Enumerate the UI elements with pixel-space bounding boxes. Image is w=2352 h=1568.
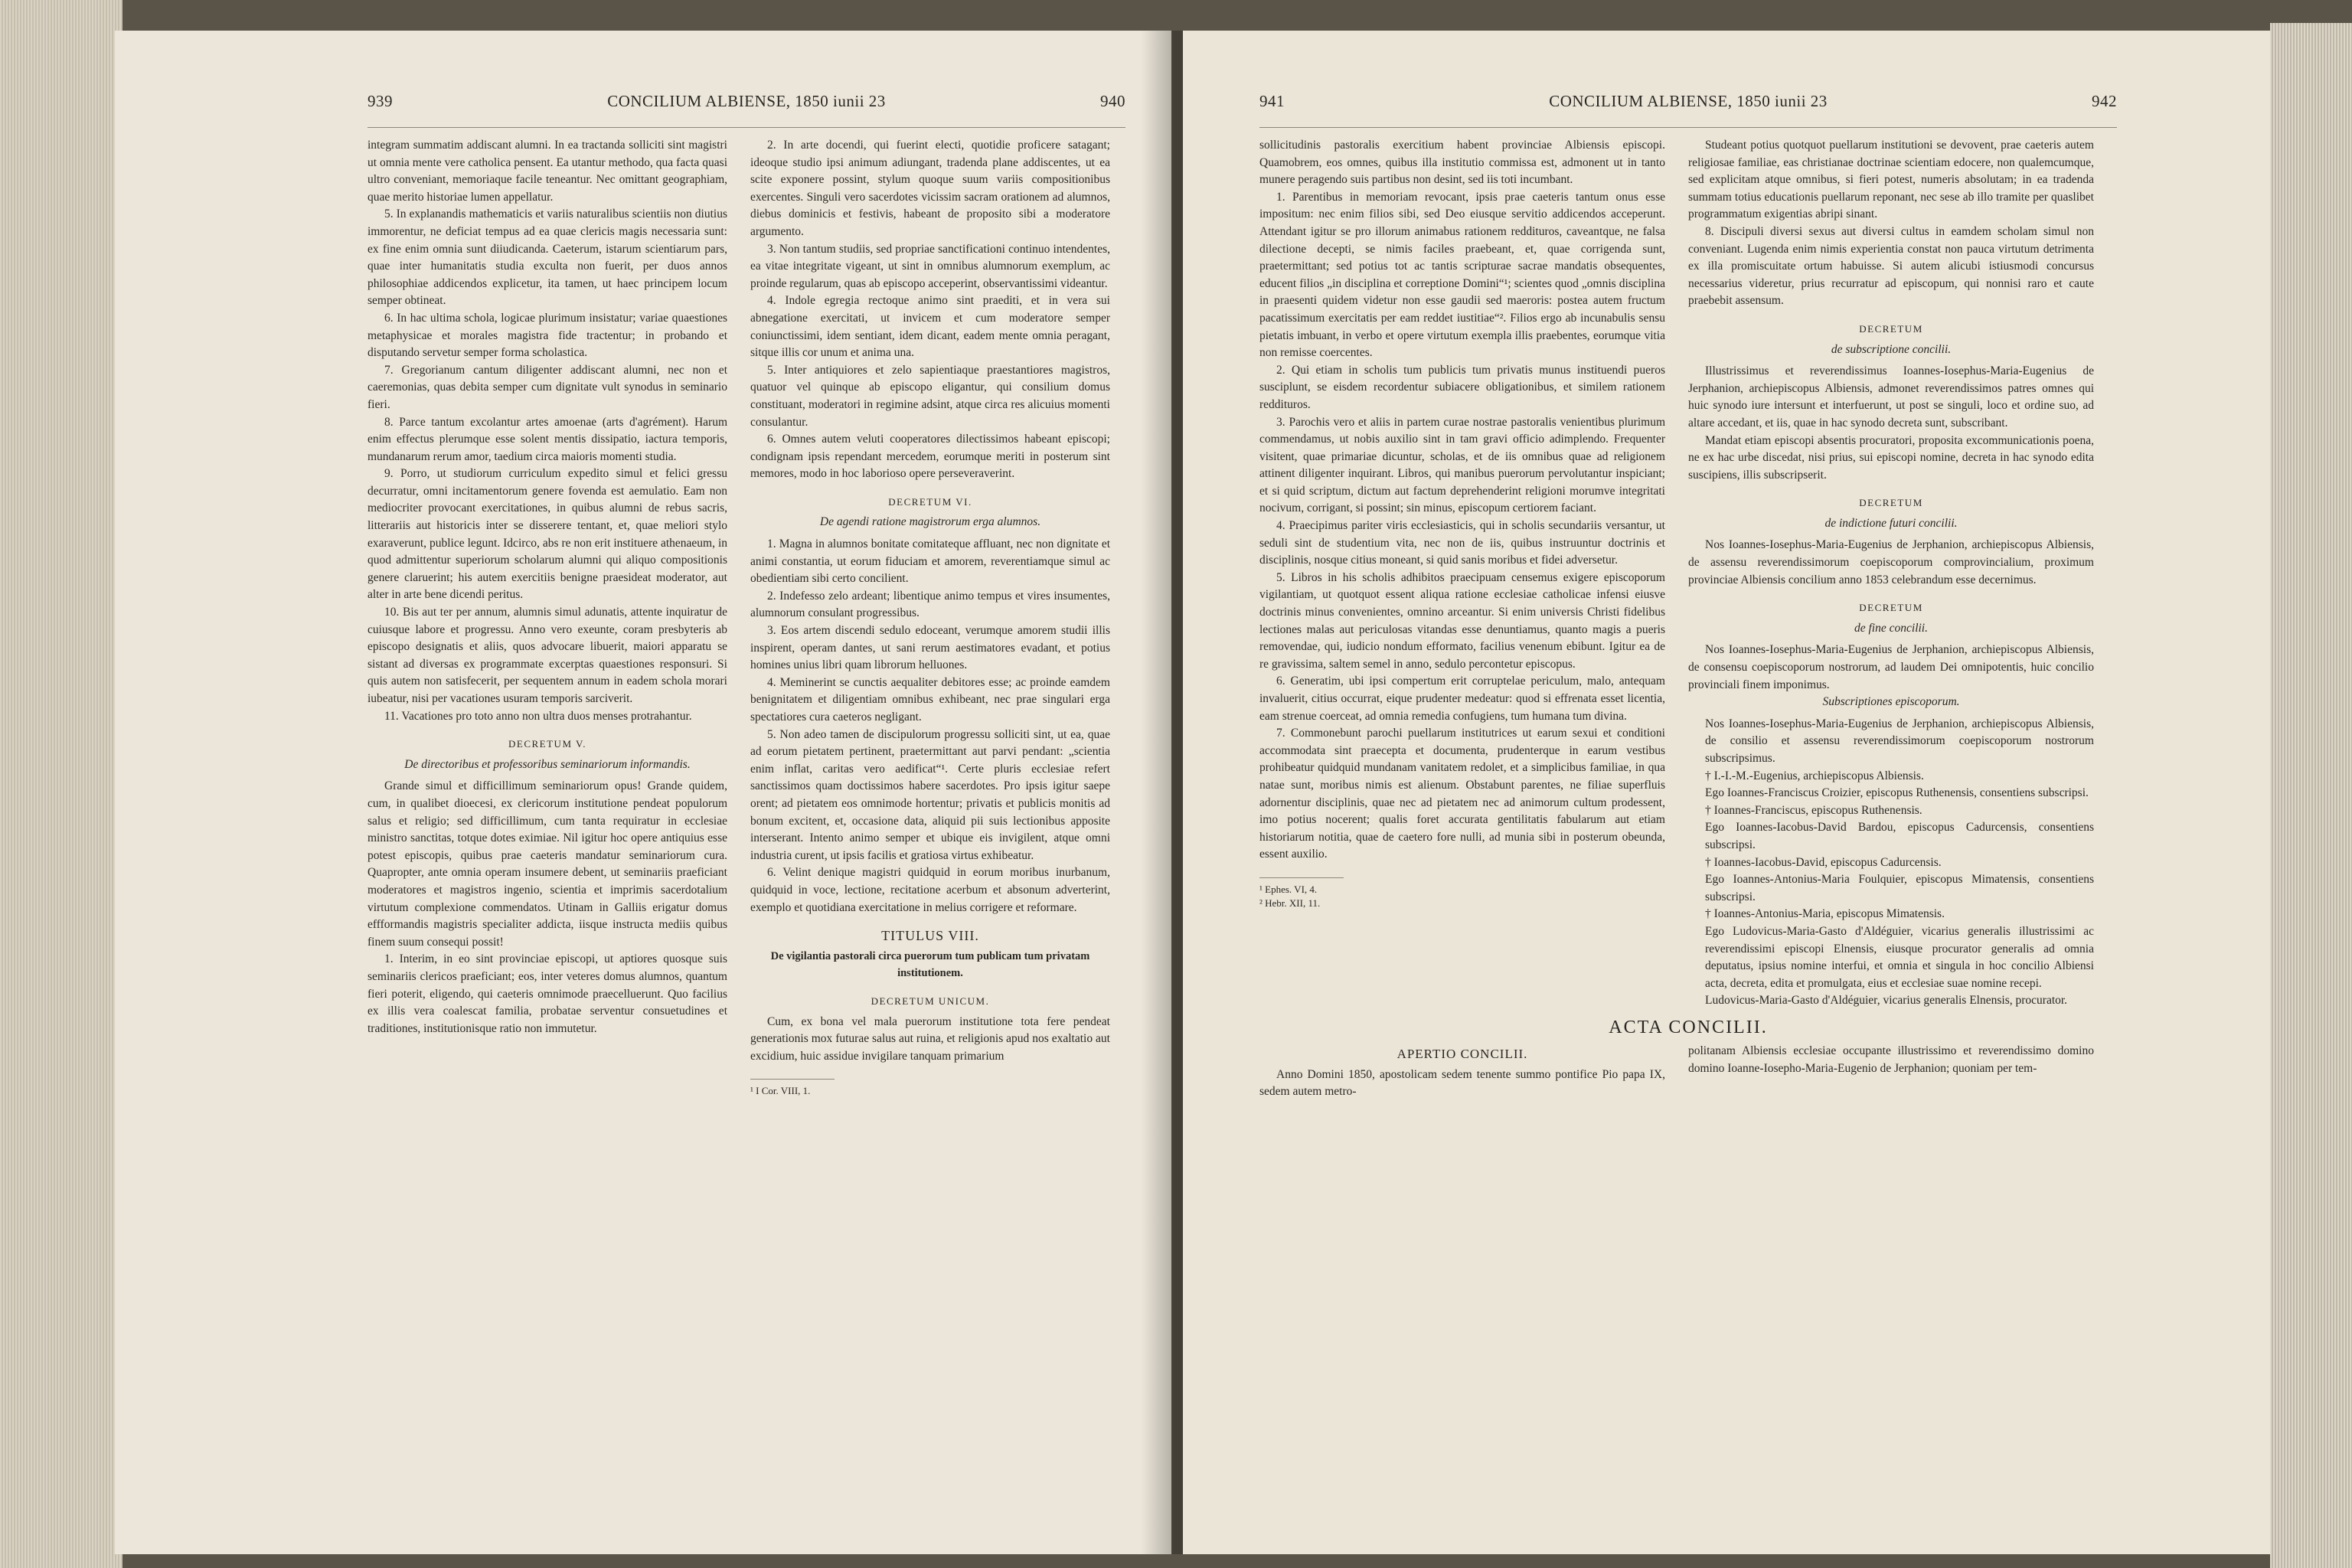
section-subheading: de fine concilii.: [1854, 621, 1928, 635]
signature-line: Ego Ioannes-Antonius-Maria Foulquier, episcopus Mimatensis, consentiens subscripsi.: [1705, 873, 2094, 903]
section-subheading: de subscriptione concilii.: [1831, 342, 1952, 356]
paragraph: 3. Parochis vero et aliis in partem curae nostrae pastoralis venientibus plurimum commendamus, ut nobis auxilio sint in tam gravi officio adimplendo. Frequenter visitent, quae primariae dicuntur, scholas, et de iis omnibus quae ad religionem attinent diligenter inquirant. Libros, qui manibus puerorum pervolutantur inspiciant; et si quid scriptum, dictum aut factum deprehenderint religioni morumve integritati nocivum, corrigant, si possint; sin minus, episcopum certiorem faciant.: [1259, 415, 1665, 515]
page-edges-left: [0, 0, 122, 1568]
signature-line: Ego Ludovicus-Maria-Gasto d'Aldéguier, vicarius generalis illustrissimi ac reverendissimi episcopi Elnensis, eiusque procurator generalis ad omnia deputatus, ipsius nomine interfui, et omnia et singula in hoc concilio Albiensi acta, decreta, edita et promulgata, eius et ecclesiae suae nomine recepi.: [1705, 924, 2094, 990]
apertio-heading: APERTIO CONCILII.: [1396, 1046, 1528, 1061]
paragraph: Cum, ex bona vel mala puerorum institutione tota fere pendeat generationis mox futurae salus aut ruina, et religionis apud nos exaltatio aut excidium, huic assidue invigilare tanquam primarium: [750, 1014, 1110, 1063]
section-subheading: Subscriptiones episcoporum.: [1822, 695, 1960, 709]
signatures: [1688, 716, 2094, 1010]
paragraph: sollicitudinis pastoralis exercitium habent provinciae Albiensis episcopi. Quamobrem, eos omnes, quibus illa institutio commissa est, admonent ut in tanto munere peragendo suis partibus non desint, sed iis toti incumbant.: [1259, 139, 1665, 187]
paragraph: 6. In hac ultima schola, logicae plurimum insistatur; variae quaestiones metaphysicae et morales magistra fide tractentur; in probando et disputando servetur semper forma scholastica.: [368, 311, 727, 360]
section-heading: DECRETUM VI.: [888, 495, 972, 508]
paragraph: 5. Inter antiquiores et zelo sapientiaque praestantiores magistros, quatuor vel quinque ab episcopo eligantur, qui consilium domus constituant, moderatori in regimine adsint, atque circa res alicuius momenti consulantur.: [750, 363, 1110, 429]
paragraph: 5. In explanandis mathematicis et variis naturalibus scientiis non diutius immorentur, ne deficiat tempus ad ea quae clericis magis necessaria sunt: ex fine enim omnia sunt diiudicanda. Caeterum, istarum scientiarum pars, quae inter humanitatis studia exculta non fuerit, per duos annos philosophiae addicendos explicetur, ita tamen, ut haec principem locum semper obtineat.: [368, 207, 727, 308]
paragraph: 6. Omnes autem veluti cooperatores dilectissimos habeant episcopi; condignam ipsis rependant mercedem, eorumque meriti in posterum sint memores, modo in hoc laborioso opere perseveraverint.: [750, 433, 1110, 481]
running-head: [368, 92, 1125, 122]
signature-line: Ego Ioannes-Franciscus Croizier, episcopus Ruthenensis, consentiens subscripsi.: [1705, 786, 2089, 800]
paragraph: 7. Commonebunt parochi puellarum institutrices ut earum sexui et conditioni accommodata sint praecepta et documenta, prudenterque in earum vestibus prohibeatur quidquid mundanam vanitatem redolet, et a simplicibus familiae, in qua natae sunt, moribus nimis est alienum. Obstabunt parentes, ne filiae superfluis adornentur disciplinis, quae nec ad pietatem nec ad animorum cultum prodessent, imo potius nocerent; qualis foret accurata gentilitatis fabularum aut etiam historiarum notitia, quae de caetero fore nulli, ad munia sibi in posterum obeunda, essent auxilio.: [1259, 727, 1665, 861]
footnote: ¹ I Cor. VIII, 1.: [750, 1085, 811, 1097]
acta-column-1: [1259, 1043, 1665, 1101]
column-2: [750, 137, 1110, 1098]
signature-line: Ego Ioannes-Iacobus-David Bardou, episcopus Cadurcensis, consentiens subscripsi.: [1705, 821, 2094, 851]
column-1: [368, 137, 727, 1098]
paragraph: 9. Porro, ut studiorum curriculum expedito simul et felici gressu decurratur, omni incitamentorum genere fovenda est aemulatio. Eam non mediocriter provocant exercitationes, in quibus alumni de rebus sacris, litterariis aut historicis inter se disserere tentant, et, quae meliori stylo exaraverunt, publice legunt. Idcirco, abs re non erit instituere athenaeum, in quod admittentur superiorum scholarum alumni qui aliquo compositionis genere claruerint; his autem exercitiis benigne praesideat moderator, aut alter in arte bene dicendi peritus.: [368, 467, 727, 602]
paragraph: Illustrissimus et reverendissimus Ioannes-Iosephus-Maria-Eugenius de Jerphanion, archiepiscopus Albiensis, admonet reverendissimos patres omnes qui huic synodo iure intersunt et interfuerunt, ut post se singuli, loco et ordine suo, ad altare accedant, et iis, quae in hac synodo decreta sunt, subscribant.: [1688, 364, 2094, 430]
columns: [1259, 137, 2117, 1010]
paragraph: 5. Libros in his scholis adhibitos praecipuam censemus exigere episcoporum vigilantiam, ut quotquot essent aliqua ratione ecclesiae catholicae infensi eiusve doctrinis minus convenientes, omnino arceantur. Si enim universis Christi fidelibus lectiones malas aut periculosas vitandas esse denuntiamus, quanto magis a pueris removendae, qui, iudicio nondum efformato, facilius venenum ebibunt. Igitur ea de re gravissima, saltem semel in anno, sedulo percontetur episcopus.: [1259, 570, 1665, 671]
paragraph: 6. Generatim, ubi ipsi compertum erit corruptelae periculum, malo, antequam invaluerit, citius occurrat, eique prudenter medeatur: quod si effrenata esset licentia, eam strenue coerceat, ad omnia remedia confugiens, tum humana tum divina.: [1259, 675, 1665, 723]
paragraph: 6. Velint denique magistri quidquid in eorum moribus inurbanum, quidquid in voce, lectione, recitatione acerbum et absonum adverterint, exemplo et quotidiana exercitatione in melius corrigere et reformare.: [750, 866, 1110, 914]
paragraph: Mandat etiam episcopi absentis procuratori, proposita excommunicationis poena, ne ex hac urbe discedat, nisi prius, sui episcopi nomine, decreta in hac synodo edita suscipiens, illis subscripserit.: [1688, 433, 2094, 482]
paragraph: 7. Gregorianum cantum diligenter addiscant alumni, nec non et caeremonias, quas debita semper cum dignitate vult synodus in seminario fieri.: [368, 363, 727, 411]
paragraph: 4. Meminerint se cunctis aequaliter debitores esse; ac proinde eamdem benignitatem et diligentiam omnibus exhibeant, nec prae singulari erga spectatiores cura caeteros negligant.: [750, 675, 1110, 724]
running-title: CONCILIUM ALBIENSE, 1850 iunii 23: [1549, 92, 1828, 110]
header-rule: [368, 127, 1125, 128]
right-page: [1183, 31, 2270, 1554]
section-heading: DECRETUM: [1859, 602, 1923, 614]
signature-line: † Ioannes-Franciscus, episcopus Ruthenensis.: [1705, 803, 1922, 817]
paragraph: 10. Bis aut ter per annum, alumnis simul adunatis, attente inquiratur de cuiusque labore et progressu. Anno vero exeunte, coram presbyteris ab episcopo designatis et aliis, quos advocare libuerit, maiori apparatu se sistant ad diversas ex programmate excerptas quaestiones responsuri. Si quis autem non satisfecerit, per sequentem annum in eadem schola morari iubeatur, nisi per vacationes usuram temporis sarciverit.: [368, 606, 727, 705]
footnote: ¹ Ephes. VI, 4.: [1259, 883, 1318, 895]
acta-column-2: [1688, 1043, 2094, 1101]
page-number: 941: [1259, 92, 1285, 110]
section-heading: DECRETUM: [1859, 322, 1923, 335]
acta-heading: ACTA CONCILII.: [1609, 1017, 1768, 1037]
paragraph: 4. Praecipimus pariter viris ecclesiasticis, qui in scholis secundariis versantur, ut seduli sint de studentium vita, nec non de iis, quibus instruuntur doctrinis et disciplinis, nosque citius moneant, si quid sanis moribus et fidei adversetur.: [1259, 519, 1665, 567]
section-subheading: de indictione futuri concilii.: [1824, 516, 1958, 530]
section-subheading: De directoribus et professoribus seminariorum informandis.: [404, 757, 691, 771]
header-rule: [1259, 127, 2117, 128]
footnote-rule: [750, 1079, 835, 1080]
page-number: 939: [368, 92, 393, 110]
column-1: [1259, 137, 1665, 1010]
paragraph: 3. Non tantum studiis, sed propriae sanctificationi continuo intendentes, ea vitae integritate vigeant, ut sint in omnibus alumnorum exemplum, ac proinde regularum, quas ab episcopo acceperint, observantissimi videantur.: [750, 242, 1110, 290]
section-heading: DECRETUM V.: [508, 738, 586, 750]
paragraph: Nos Ioannes-Iosephus-Maria-Eugenius de Jerphanion, archiepiscopus Albiensis, de consensu coepiscoporum nostrorum, ad laudem Dei omnipotentis, huic concilio provinciali finem imponimus.: [1688, 643, 2094, 691]
running-head: [1259, 92, 2117, 122]
page-edges-right: [2270, 23, 2352, 1568]
signature-line: † Ioannes-Antonius-Maria, episcopus Mimatensis.: [1705, 907, 1945, 921]
signature-line: † Ioannes-Iacobus-David, episcopus Cadurcensis.: [1705, 855, 1942, 869]
paragraph: 2. In arte docendi, qui fuerint electi, quotidie proficere satagant; ideoque studio ipsi animum adiungant, tradenda plane addiscentes, ut ea scite exponere possint, stylum quoque suum variis compositionibus exercentes. Singuli vero sacerdotes vicissim sacram orationem ad alumnos, diebus dominicis et festivis, habeant de proposito sibi a moderatore argumento.: [750, 139, 1110, 238]
title-heading: TITULUS VIII.: [881, 928, 979, 944]
signature-line: † I.-I.-M.-Eugenius, archiepiscopus Albiensis.: [1705, 769, 1924, 782]
paragraph: 1. Magna in alumnos bonitate comitateque affluant, nec non dignitate et animi constantia, ut eorum fiduciam et amorem, reverentiamque simul ac obedientiam sibi certo concilient.: [750, 537, 1110, 586]
running-title: CONCILIUM ALBIENSE, 1850 iunii 23: [607, 92, 886, 110]
page-number: 942: [2092, 92, 2117, 110]
footnote-rule: [1259, 877, 1344, 878]
title-subheading: De vigilantia pastorali circa puerorum tum publicam tum privatam institutionem.: [770, 949, 1090, 980]
paragraph: 8. Discipuli diversi sexus aut diversi cultus in eamdem scholam simul non conveniant. Lugenda enim nimis experientia constat non pauca virtutum detrimenta ex illa promiscuitate ortum habuisse. Si autem alicubi istiusmodi concursus necessarius videretur, prius recurratur ad episcopum, qui nonnisi raro et caute praebebit assensum.: [1688, 224, 2094, 308]
paragraph: politanam Albiensis ecclesiae occupante illustrissimo et reverendissimo domino domino Ioanne-Iosepho-Maria-Eugenio de Jerphanion; quoniam per tem-: [1688, 1044, 2094, 1075]
paragraph: 1. Parentibus in memoriam revocant, ipsis prae caeteris tantum onus esse impositum: nec enim filios sibi, sed Deo eiusque servitio addicendos acceperunt. Attendant igitur se pro illorum animabus rationem reddituros, caveantque, ne falsa dilectione decepti, se nimis faciles praebeant, et, quae corrigenda sunt, praetermittant; sed potius tot ac tantis scripturae sacrae mandatis obsequentes, educent filios „in disciplina et correptione Domini“¹; scientes quod „omnis disciplina in praesenti quidem videtur non esse gaudii sed maeroris: postea autem fructum pacatissimum exercitatis per eam reddet iustitiae“². Filios ergo ab incunabulis sensu pietatis imbuant, in verbo et opere virtutum exempla illis praebentes, eorumque vitia non remisse coercentes.: [1259, 190, 1665, 360]
section-subheading: De agendi ratione magistrorum erga alumnos.: [819, 515, 1041, 529]
page-number: 940: [1100, 92, 1125, 110]
paragraph: 5. Non adeo tamen de discipulorum progressu solliciti sint, ut ea, quae ad eorum pietatem pertinent, praetermittant aut parvi pendant: „scientia enim inflat, caritas vero aedificat“¹. Certe pluris ecclesiae refert sanctissimos quam doctissimos habere sacerdotes. Pro ipsis igitur saepe orent; ad pietatem eos omnimode hortentur; privatis et publicis monitis ad bonum excitent, et, occasione data, aliquid pii suis lectionibus apposite interserant. Intento animo semper et ubique eis invigilent, atque omni industria curent, ut ipsis facilis et gratiosa virtus exhibeatur.: [750, 727, 1110, 862]
signature-line: Nos Ioannes-Iosephus-Maria-Eugenius de Jerphanion, archiepiscopus Albiensis, de consilio et assensu reverendissimorum coepiscoporum nostrorum subscripsimus.: [1705, 717, 2094, 765]
signature-line: Ludovicus-Maria-Gasto d'Aldéguier, vicarius generalis Elnensis, procurator.: [1705, 994, 2068, 1008]
paragraph: 3. Eos artem discendi sedulo edoceant, verumque amorem studii illis inspirent, operam dantes, ut sani rerum aestimatores evadant, et potius homines unius libri quam librorum helluones.: [750, 624, 1110, 672]
columns: [368, 137, 1125, 1098]
paragraph: 4. Indole egregia rectoque animo sint praediti, et in vera sui abnegatione exercitati, ut invicem et cum moderatore semper coniunctissimi, idem sentiant, idem dicant, eadem mente omnia peragant, sitque illis cor unum et anima una.: [750, 294, 1110, 360]
paragraph: Nos Ioannes-Iosephus-Maria-Eugenius de Jerphanion, archiepiscopus Albiensis, de assensu reverendissimorum coepiscoporum comprovincialium, proximum provinciae Albiensis concilium anno 1853 celebrandum esse decernimus.: [1688, 538, 2094, 586]
paragraph: 2. Qui etiam in scholis tum publicis tum privatis munus instituendi pueros susciplunt, se eisdem recordentur subiacere obligationibus, et similem rationem reddituros.: [1259, 363, 1665, 411]
section-heading: DECRETUM UNICUM.: [871, 995, 990, 1007]
footnote: ² Hebr. XII, 11.: [1259, 897, 1321, 909]
paragraph: Anno Domini 1850, apostolicam sedem tenente summo pontifice Pio papa IX, sedem autem metro-: [1259, 1067, 1665, 1099]
paragraph: 2. Indefesso zelo ardeant; libentique animo tempus et vires insumentes, alumnorum consulant progressibus.: [750, 589, 1110, 620]
section-heading: DECRETUM: [1859, 497, 1923, 509]
acta-columns: [1259, 1043, 2117, 1101]
paragraph: 8. Parce tantum excolantur artes amoenae (arts d'agrément). Harum enim effectus plerumque esse solent mentis dissipatio, iactura temporis, mundanarum rerum amor, taedium circa maioris momenti studia.: [368, 415, 727, 463]
paragraph: 11. Vacationes pro toto anno non ultra duos menses protrahantur.: [384, 709, 692, 723]
paragraph: Studeant potius quotquot puellarum institutioni se devovent, prae caeteris autem religiosae familiae, eas christianae doctrinae scientiam edocere, non qualemcumque, sed explicitam atque omnibus, si fieri potest, numeris absolutam; in ea tradenda summam totius educationis puellarum reponant, nec sese ab illo tramite per quaslibet programmatum exigentias abripi sinant.: [1688, 139, 2094, 221]
paragraph: 1. Interim, in eo sint provinciae episcopi, ut aptiores quosque suis seminariis clericos praeficiant; eos, inter veteres domus alumnos, quantum fieri poterit, eligendo, qui caeteris omnimode praecelluerunt. Quo facilius ex illis vera coalescat familia, probatae serventur consuetudines et traditiones, institutionisque ratio non immutetur.: [368, 952, 727, 1035]
paragraph: Grande simul et difficillimum seminariorum opus! Grande quidem, cum, in qualibet dioecesi, ex clericorum institutione pendeat populorum salus et religio; sed difficillimum, cum tanta requiratur in ecclesiae ministro sanctitas, totque dotes eximiae. Nil igitur hoc opere antiquius esse potest episcopis, quibus prae caeteris mandatur seminariorum cura. Quapropter, ante omnia operam insumere debent, ut seminariis praeficiant moderatores et magistros ingenio, scientia et imprimis sacerdotalium virtutum complexione commendatos. Utinam in Galliis erigatur domus effformandis magistris specialiter addicta, iisque instructa mediis quibus finem suum consequi possit!: [368, 779, 727, 949]
left-page: [115, 31, 1171, 1554]
paragraph: integram summatim addiscant alumni. In ea tractanda solliciti sint magistri ut omnia mente vere catholica pensent. Ea utantur methodo, qua facta quasi ultro conveniant, memoriaque facile teneantur. Nec omittant geographiam, quae merito historiae lumen appellatur.: [368, 139, 727, 204]
column-2: [1688, 137, 2094, 1010]
